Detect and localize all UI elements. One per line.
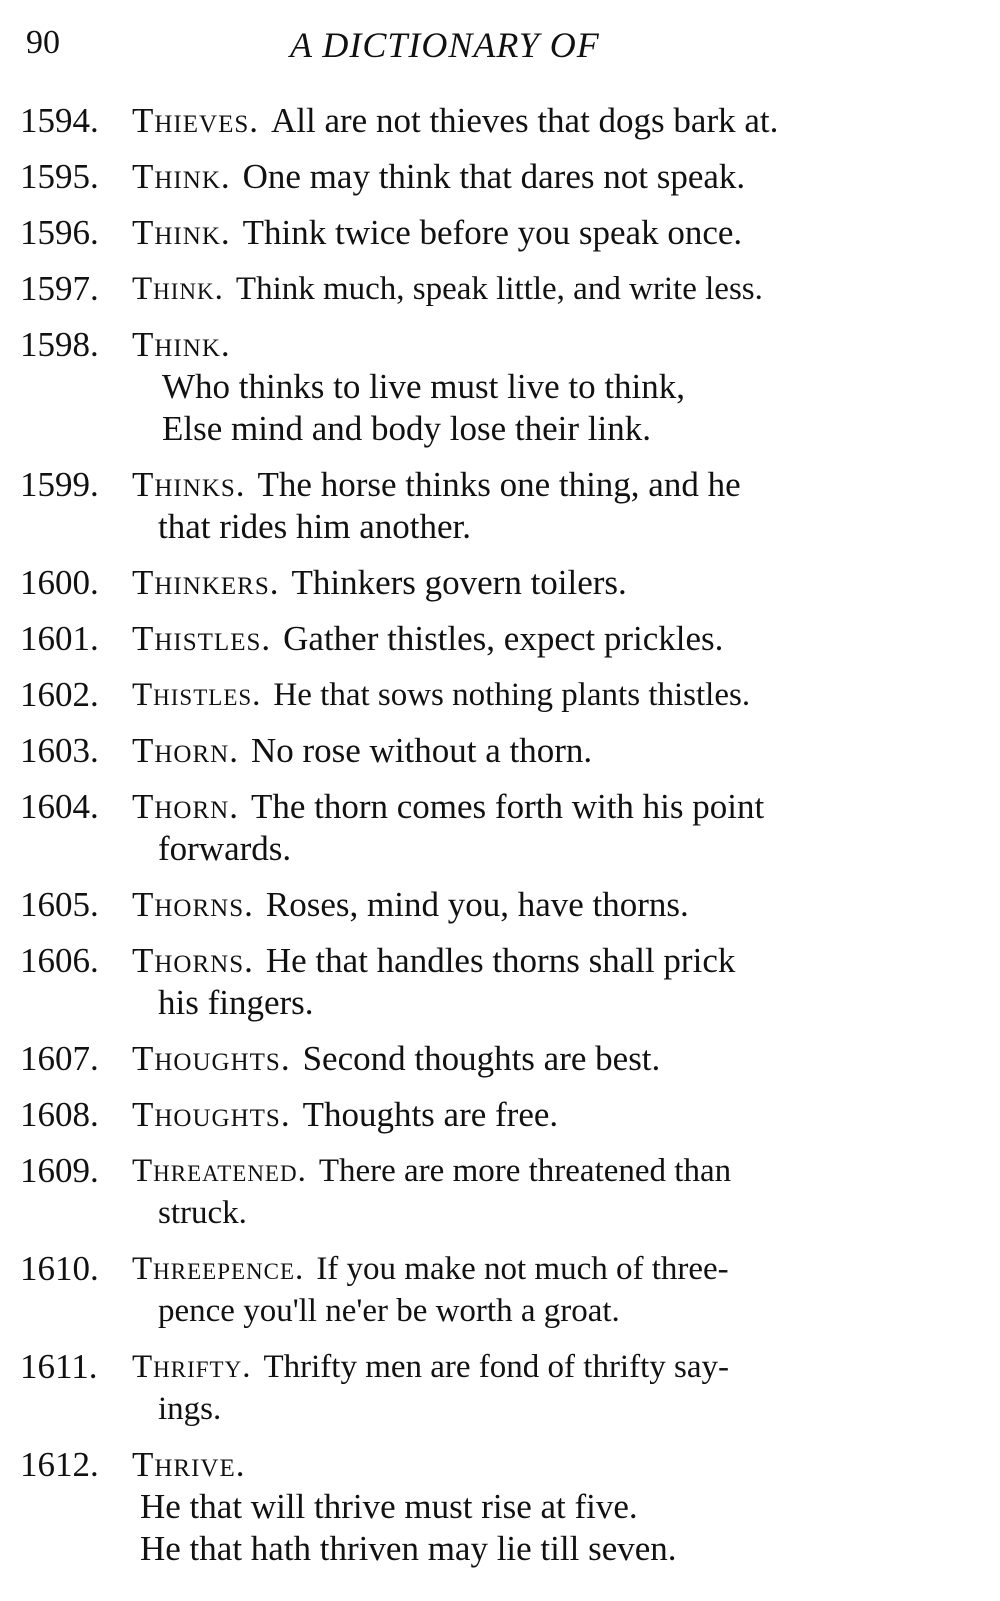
entry-number: 1594. [20, 101, 99, 140]
proverb-entry [20, 1150, 980, 1234]
entry-keyword: Thrifty. [132, 1349, 252, 1385]
entry-keyword: Thorns. [132, 885, 254, 924]
entry-body [132, 786, 980, 870]
proverb-entry [20, 940, 980, 1024]
verse-line: Else mind and body lose their link. [162, 409, 651, 448]
proverb-entry [20, 562, 980, 604]
entry-keyword: Thieves. [132, 101, 260, 140]
entry-body [132, 1444, 980, 1570]
entry-text: He that handles thorns shall prick [265, 941, 736, 980]
entry-text: Think twice before you speak once. [242, 213, 743, 252]
verse-line: Who thinks to live must live to think, [162, 367, 686, 406]
proverb-entry [20, 730, 980, 772]
entry-text: Gather thistles, expect prickles. [283, 619, 724, 658]
entry-number: 1605. [20, 885, 99, 924]
entry-continuation: forwards. [158, 829, 292, 868]
entry-number: 1612. [20, 1445, 99, 1484]
proverb-entry [20, 1038, 980, 1080]
entry-number: 1595. [20, 157, 99, 196]
proverb-entry [20, 786, 980, 870]
entry-keyword: Think. [132, 271, 224, 307]
entry-number: 1610. [20, 1249, 99, 1288]
proverb-entry [20, 674, 980, 716]
entry-text: The horse thinks one thing, and he [257, 465, 741, 504]
entry-body [132, 674, 980, 716]
entry-text: No rose without a thorn. [250, 731, 593, 770]
entry-body [132, 1346, 980, 1430]
entry-number: 1603. [20, 731, 99, 770]
entry-keyword: Thorn. [132, 731, 239, 770]
running-title: A DICTIONARY OF [290, 25, 600, 65]
entry-text: Roses, mind you, have thorns. [265, 885, 689, 924]
entry-body [132, 618, 980, 660]
entry-number: 1608. [20, 1095, 99, 1134]
proverb-entry [20, 1444, 980, 1570]
entry-number: 1598. [20, 325, 99, 364]
page-number: 90 [26, 24, 60, 61]
entry-body [132, 1038, 980, 1080]
proverb-entry [20, 100, 980, 142]
entry-number: 1596. [20, 213, 99, 252]
proverb-entry [20, 1094, 980, 1136]
entry-keyword: Thrive. [132, 1445, 246, 1484]
entry-number: 1604. [20, 787, 99, 826]
entry-body [132, 212, 980, 254]
entry-keyword: Thistles. [132, 677, 262, 713]
entry-keyword: Thistles. [132, 619, 272, 658]
entry-body [132, 562, 980, 604]
page-header [20, 24, 970, 68]
entry-text: There are more threatened than [318, 1153, 732, 1189]
proverb-entry [20, 1346, 980, 1430]
proverb-entry [20, 464, 980, 548]
proverb-entry [20, 618, 980, 660]
entry-keyword: Threepence. [132, 1251, 305, 1287]
proverb-entry [20, 268, 980, 310]
entry-body [132, 268, 980, 310]
entry-number: 1602. [20, 675, 99, 714]
entry-text: Thoughts are free. [302, 1095, 559, 1134]
entry-body [132, 324, 980, 450]
proverb-entry [20, 324, 980, 450]
proverb-entry [20, 1248, 980, 1332]
proverb-entry [20, 212, 980, 254]
entry-number: 1607. [20, 1039, 99, 1078]
entry-body [132, 1150, 980, 1234]
entry-keyword: Threatened. [132, 1153, 307, 1189]
entry-body [132, 884, 980, 926]
entry-continuation: struck. [158, 1195, 247, 1231]
entry-number: 1599. [20, 465, 99, 504]
entry-text: Thinkers govern toilers. [291, 563, 627, 602]
entry-text: All are not thieves that dogs bark at. [271, 101, 779, 140]
verse-line: He that hath thriven may lie till seven. [140, 1529, 677, 1568]
entry-body [132, 940, 980, 1024]
proverb-entry [20, 156, 980, 198]
entry-number: 1606. [20, 941, 99, 980]
entry-number: 1611. [20, 1347, 98, 1386]
entry-keyword: Thorn. [132, 787, 239, 826]
entry-number: 1601. [20, 619, 99, 658]
entry-text: One may think that dares not speak. [242, 157, 746, 196]
entry-text: He that sows nothing plants thistles. [273, 677, 751, 713]
entry-body [132, 1248, 980, 1332]
entry-number: 1597. [20, 269, 99, 308]
entry-continuation: ings. [158, 1391, 222, 1427]
entry-text: If you make not much of three- [316, 1251, 729, 1287]
entry-keyword: Think. [132, 157, 231, 196]
entry-continuation: pence you'll ne'er be worth a groat. [158, 1293, 620, 1329]
entry-body [132, 1094, 980, 1136]
proverb-list [20, 100, 980, 1584]
entry-number: 1600. [20, 563, 99, 602]
entry-body [132, 100, 980, 142]
entry-text: The thorn comes forth with his point [250, 787, 765, 826]
entry-keyword: Thorns. [132, 941, 254, 980]
entry-keyword: Think. [132, 325, 231, 364]
entry-keyword: Thoughts. [132, 1039, 291, 1078]
verse-line: He that will thrive must rise at five. [140, 1487, 638, 1526]
entry-keyword: Thinkers. [132, 563, 280, 602]
entry-keyword: Think. [132, 213, 231, 252]
entry-body [132, 730, 980, 772]
entry-body [132, 156, 980, 198]
entry-keyword: Thinks. [132, 465, 246, 504]
entry-text: Second thoughts are best. [302, 1039, 661, 1078]
entry-keyword: Thoughts. [132, 1095, 291, 1134]
entry-continuation: that rides him another. [158, 507, 471, 546]
entry-continuation: his fingers. [158, 983, 314, 1022]
entry-text: Thrifty men are fond of thrifty say- [263, 1349, 729, 1385]
entry-body [132, 464, 980, 548]
entry-number: 1609. [20, 1151, 99, 1190]
entry-text: Think much, speak little, and write less. [235, 271, 763, 307]
proverb-entry [20, 884, 980, 926]
